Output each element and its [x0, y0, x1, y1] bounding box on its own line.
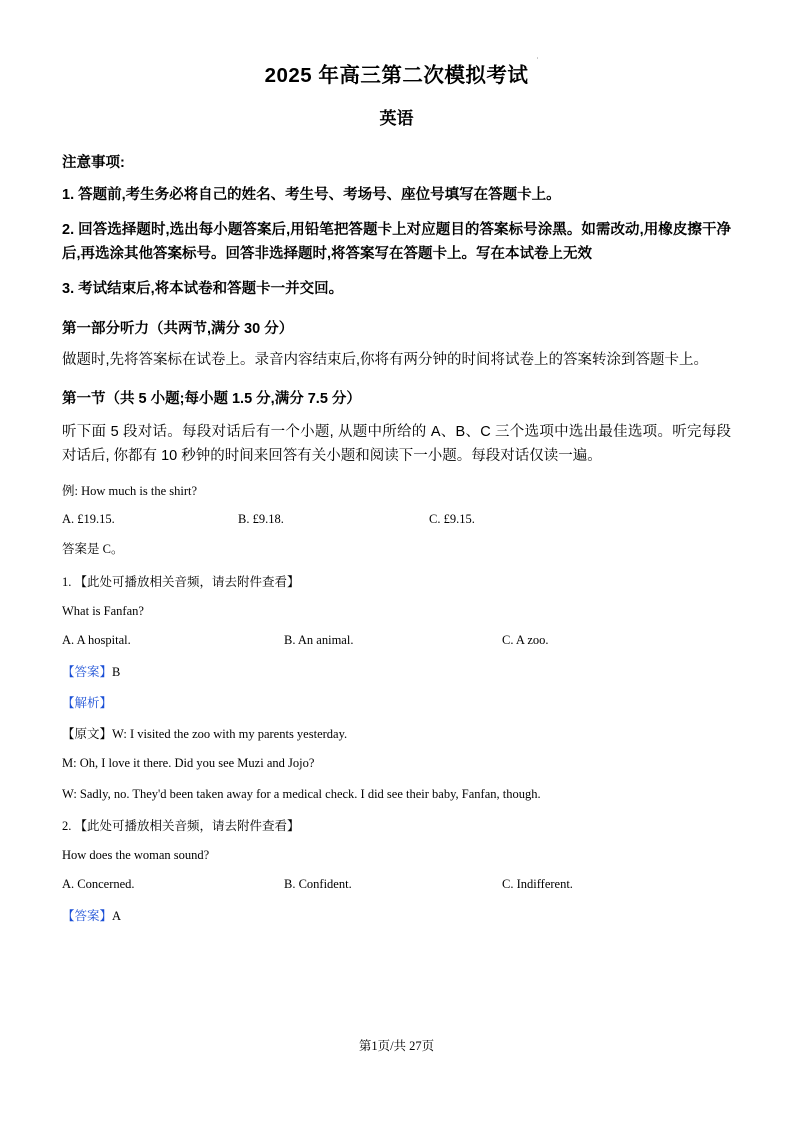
question-2-option-c[interactable]: C. Indifferent. [502, 877, 573, 892]
question-2-answer [62, 906, 731, 924]
answer-value: A [112, 909, 122, 924]
question-1-option-b[interactable]: B. An animal. [284, 632, 354, 647]
question-2-option-a[interactable]: A. Concerned. [62, 877, 135, 892]
question-1-header [62, 572, 731, 590]
example-option-a: A. £19.15. [62, 512, 115, 527]
audio-attachment-note[interactable]: 【此处可播放相关音频，请去附件查看】 [74, 819, 300, 834]
example-option-b: B. £9.18. [238, 512, 284, 527]
section-one-heading: 第一节（共 5 小题;每小题 1.5 分,满分 7.5 分） [62, 391, 361, 408]
title-diacritic-mark: ˙ [536, 56, 539, 66]
transcript-line: M: Oh, I love it there. Did you see Muzi and Jojo? [62, 755, 315, 770]
answer-label: 【答案】 [62, 664, 113, 679]
question-2-stem: How does the woman sound? [62, 848, 210, 863]
question-1-options [62, 633, 731, 649]
example-option-c: C. £9.15. [429, 512, 475, 527]
question-1-analysis [62, 693, 731, 711]
answer-label: 【答案】 [62, 909, 113, 924]
question-1-option-a[interactable]: A. A hospital. [62, 632, 131, 647]
question-1-number: 1. [62, 575, 72, 590]
example-question: 例: How much is the shirt? [62, 483, 198, 498]
question-2-header [62, 816, 731, 834]
question-1-answer [62, 662, 731, 680]
transcript-label: 【原文】 [62, 726, 113, 741]
question-2-number: 2. [62, 819, 72, 834]
question-1-stem: What is Fanfan? [62, 604, 144, 619]
question-2-options [62, 877, 731, 893]
example-answer: 答案是 C。 [62, 542, 124, 557]
question-1-transcript-first [62, 724, 731, 742]
part-one-intro: 做题时,先将答案标在试卷上。录音内容结束后,你将有两分钟的时间将试卷上的答案转涂到答题卡上。 [62, 351, 709, 368]
question-2-option-b[interactable]: B. Confident. [284, 877, 352, 892]
page-subtitle: 英语 [379, 109, 414, 128]
part-one-heading: 第一部分听力（共两节,满分 30 分） [62, 320, 294, 337]
transcript-line: W: Sadly, no. They'd been taken away for a medical check. I did see their baby, Fanfan, though. [62, 786, 541, 801]
example-options [62, 512, 731, 528]
note-item: 2. 回答选择题时,选出每小题答案后,用铅笔把答题卡上对应题目的答案标号涂黑。如需改动,用橡皮擦干净后,再选涂其他答案标号。回答非选择题时,将答案写在答题卡上。写在本试卷上无效 [62, 222, 731, 262]
analysis-label: 【解析】 [62, 695, 113, 710]
transcript-line: W: I visited the zoo with my parents yesterday. [112, 726, 348, 741]
notes-heading: 注意事项: [62, 155, 125, 171]
note-item: 1. 答题前,考生务必将自己的姓名、考生号、考场号、座位号填写在答题卡上。 [62, 187, 561, 203]
page-footer: 第1页/共 27页 [358, 1039, 435, 1053]
section-one-intro: 听下面 5 段对话。每段对话后有一个小题, 从题中所给的 A、B、C 三个选项中选出最佳选项。听完每段对话后, 你都有 10 秒钟的时间来回答有关小题和阅读下一小题。每段对话仅读一遍。 [62, 424, 731, 465]
page-title: 2025 年高三第二次模拟考试 [264, 64, 529, 87]
audio-attachment-note[interactable]: 【此处可播放相关音频，请去附件查看】 [74, 575, 300, 590]
question-1-option-c[interactable]: C. A zoo. [502, 632, 549, 647]
note-item: 3. 考试结束后,将本试卷和答题卡一并交回。 [62, 281, 344, 298]
answer-value: B [112, 664, 121, 679]
